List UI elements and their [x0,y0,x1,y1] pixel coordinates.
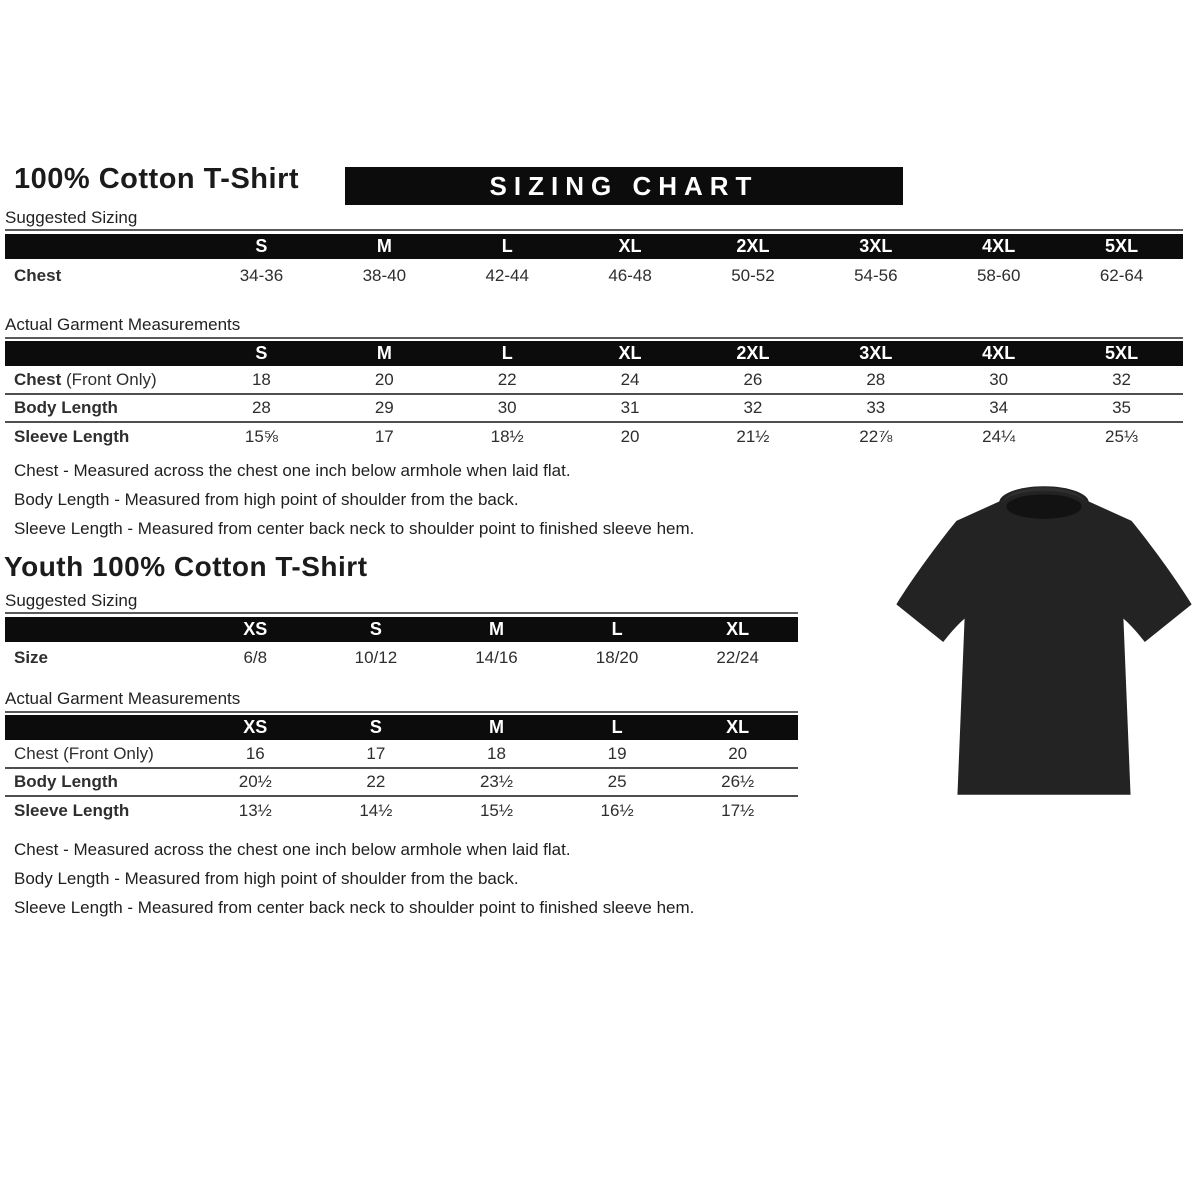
table-row-body-length [5,394,1183,422]
divider-line [5,229,1183,231]
size-col-header: S [200,341,323,366]
size-value-cell: 20 [620,426,640,446]
row-label-chest-front-only: Chest (Front Only) [5,740,195,768]
size-value-cell: 20 [323,366,446,394]
size-value-cell: 22⅞ [859,426,893,446]
note-body-length: Body Length - Measured from high point of shoulder from the back. [14,869,519,888]
note-chest: Chest - Measured across the chest one inch below armhole when laid flat. [14,461,571,480]
note-body-length: Body Length - Measured from high point of shoulder from the back. [14,490,519,509]
adult-suggested-sizing-table [5,234,1183,292]
size-value-cell: 25 [557,768,678,796]
size-value-cell: 18 [436,740,557,768]
size-value-cell: 16½ [600,800,634,820]
corner-cell [5,234,200,259]
size-col-header: 4XL [937,234,1060,259]
size-col-header: 5XL [1060,234,1183,259]
tshirt-body [896,492,1191,794]
adult-actual-measurements-table [5,341,1183,450]
size-value-cell: 26½ [677,768,798,796]
size-col-header: 3XL [814,234,937,259]
size-col-header: L [557,617,678,642]
table-row-size [5,642,798,673]
size-value-cell: 20 [677,740,798,768]
adult-measurement-notes [14,461,694,548]
size-value-cell: 46-48 [608,265,652,285]
divider-line [5,711,798,713]
row-label-size: Size [14,647,49,667]
size-value-cell: 17½ [721,800,755,820]
size-value-cell: 22/24 [716,647,759,667]
row-label-sleeve-length: Sleeve Length [14,800,130,820]
corner-cell [5,341,200,366]
sizing-chart-banner: SIZING CHART [345,167,903,205]
size-value-cell: 14/16 [475,647,518,667]
size-value-cell: 15½ [479,800,514,820]
size-col-header: M [436,617,557,642]
row-label-chest: Chest [14,265,62,285]
size-value-cell: 13½ [238,800,272,820]
size-value-cell: 42-44 [485,265,529,285]
size-value-cell: 20½ [195,768,316,796]
size-value-cell: 34-36 [239,265,284,285]
size-value-cell: 38-40 [362,265,407,285]
size-value-cell: 15⅝ [244,426,278,446]
size-value-cell: 18/20 [595,647,639,667]
size-value-cell: 26 [692,366,815,394]
youth-actual-measurements-table [5,715,798,824]
size-value-cell: 28 [814,366,937,394]
size-value-cell: 22 [316,768,437,796]
size-value-cell: 17 [316,740,437,768]
size-col-header: M [436,715,557,740]
table-header-row [5,341,1183,366]
youth-actual-measurements-label: Actual Garment Measurements [5,689,241,708]
table-header-row [5,715,798,740]
corner-cell [5,715,195,740]
corner-cell [5,617,195,642]
size-value-cell: 17 [374,426,394,446]
table-row-chest [5,740,798,768]
youth-suggested-sizing-table [5,617,798,673]
youth-section-title: Youth 100% Cotton T-Shirt [4,551,368,582]
size-col-header: XS [195,715,316,740]
table-header-row [5,617,798,642]
size-value-cell: 33 [814,394,937,422]
size-value-cell: 24 [569,366,692,394]
size-value-cell: 58-60 [976,265,1021,285]
size-value-cell: 21½ [736,426,770,446]
size-value-cell: 35 [1060,394,1183,422]
size-value-cell: 19 [557,740,678,768]
size-value-cell: 6/8 [243,647,268,667]
divider-line [5,612,798,614]
size-col-header: XL [677,715,798,740]
size-value-cell: 16 [195,740,316,768]
size-col-header: M [323,234,446,259]
size-col-header: XS [195,617,316,642]
size-col-header: 4XL [937,341,1060,366]
size-value-cell: 50-52 [731,265,775,285]
size-col-header: L [557,715,678,740]
row-label-body-length: Body Length [5,768,195,796]
size-value-cell: 30 [937,366,1060,394]
size-value-cell: 32 [692,394,815,422]
size-value-cell: 28 [200,394,323,422]
size-col-header: L [446,341,569,366]
size-col-header: S [316,715,437,740]
youth-measurement-notes [14,840,694,927]
size-value-cell: 31 [569,394,692,422]
row-label-chest-front-only: Chest (Front Only) [5,366,200,394]
adult-actual-measurements-label: Actual Garment Measurements [5,315,241,334]
size-col-header: S [316,617,437,642]
size-col-header: 5XL [1060,341,1183,366]
table-row-sleeve-length [5,796,798,824]
size-col-header: M [323,341,446,366]
note-chest: Chest - Measured across the chest one inch below armhole when laid flat. [14,840,571,859]
note-sleeve-length: Sleeve Length - Measured from center back neck to shoulder point to finished sleeve hem. [14,519,695,538]
size-value-cell: 54-56 [854,265,898,285]
row-label-sleeve-length: Sleeve Length [14,426,130,446]
divider-line [5,337,1183,339]
size-col-header: XL [569,234,692,259]
size-value-cell: 25⅓ [1105,426,1139,446]
size-value-cell: 10/12 [354,647,398,667]
size-value-cell: 30 [446,394,569,422]
size-col-header: 2XL [692,234,815,259]
size-value-cell: 24¼ [982,426,1016,446]
size-value-cell: 22 [446,366,569,394]
note-sleeve-length: Sleeve Length - Measured from center back neck to shoulder point to finished sleeve hem. [14,898,695,917]
youth-suggested-sizing-label: Suggested Sizing [5,591,138,610]
size-col-header: 2XL [692,341,815,366]
table-header-row [5,234,1183,259]
table-row [5,259,1183,292]
size-value-cell: 32 [1060,366,1183,394]
row-label-body-length: Body Length [5,394,200,422]
tshirt-neck-hole [1006,494,1081,518]
size-value-cell: 34 [937,394,1060,422]
table-row-sleeve-length [5,422,1183,450]
adult-section-title: 100% Cotton T-Shirt [14,163,300,195]
table-row-chest [5,366,1183,394]
size-value-cell: 18 [200,366,323,394]
size-col-header: L [446,234,569,259]
size-col-header: 3XL [814,341,937,366]
size-value-cell: 14½ [359,800,393,820]
size-value-cell: 18½ [490,426,524,446]
adult-suggested-sizing-label: Suggested Sizing [5,208,138,227]
size-value-cell: 29 [323,394,446,422]
size-value-cell: 23½ [436,768,557,796]
black-tshirt-image [890,473,1198,809]
size-col-header: S [200,234,323,259]
size-value-cell: 62-64 [1099,265,1144,285]
table-row-body-length [5,768,798,796]
size-col-header: XL [677,617,798,642]
size-col-header: XL [569,341,692,366]
